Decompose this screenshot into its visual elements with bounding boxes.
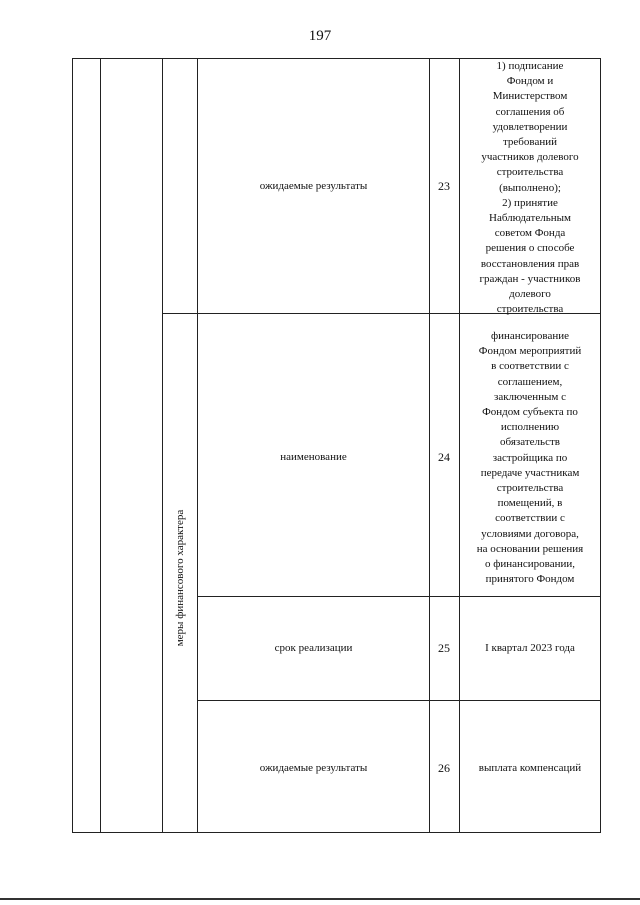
table-border-bottom <box>72 832 601 833</box>
table-divider-col4 <box>429 58 430 833</box>
row-number: 24 <box>438 450 450 464</box>
row-divider <box>197 700 601 701</box>
row-number: 25 <box>438 641 450 655</box>
row-label: ожидаемые результаты <box>259 762 368 774</box>
row-label: ожидаемые результаты <box>259 180 368 192</box>
row-value: 1) подписание Фондом и Министерством соглашения об удовлетворении требований участников долевого строительства (выполнено); 2) принятие Наблюдательным советом Фонда решения о способе восстановления прав граждан - участников долевого строительства <box>479 60 581 316</box>
row-label: срок реализации <box>274 642 353 654</box>
scan-edge-line <box>0 898 640 900</box>
row-divider <box>197 596 601 597</box>
page-number: 197 <box>308 28 332 44</box>
row-number: 23 <box>438 179 450 193</box>
row-label: наименование <box>280 451 347 463</box>
table-divider-col1 <box>100 58 101 833</box>
table-divider-col2 <box>162 58 163 833</box>
row-value: финансирование Фондом мероприятий в соответствии с соглашением, заключенным с Фондом субъекта по исполнению обязательств застройщика по передаче участникам строительства помещений, в соответствии с условиями договора, на основании решения о финансировании, принятого Фондом <box>476 330 584 586</box>
table-border-right <box>600 58 601 833</box>
row-value: I квартал 2023 года <box>485 642 575 654</box>
row-number: 26 <box>438 761 450 775</box>
row-value: выплата компенсаций <box>478 762 582 774</box>
group-label: меры финансового характера <box>174 509 186 647</box>
table-border-left <box>72 58 73 833</box>
table-divider-col3 <box>197 58 198 833</box>
table-divider-col5 <box>459 58 460 833</box>
